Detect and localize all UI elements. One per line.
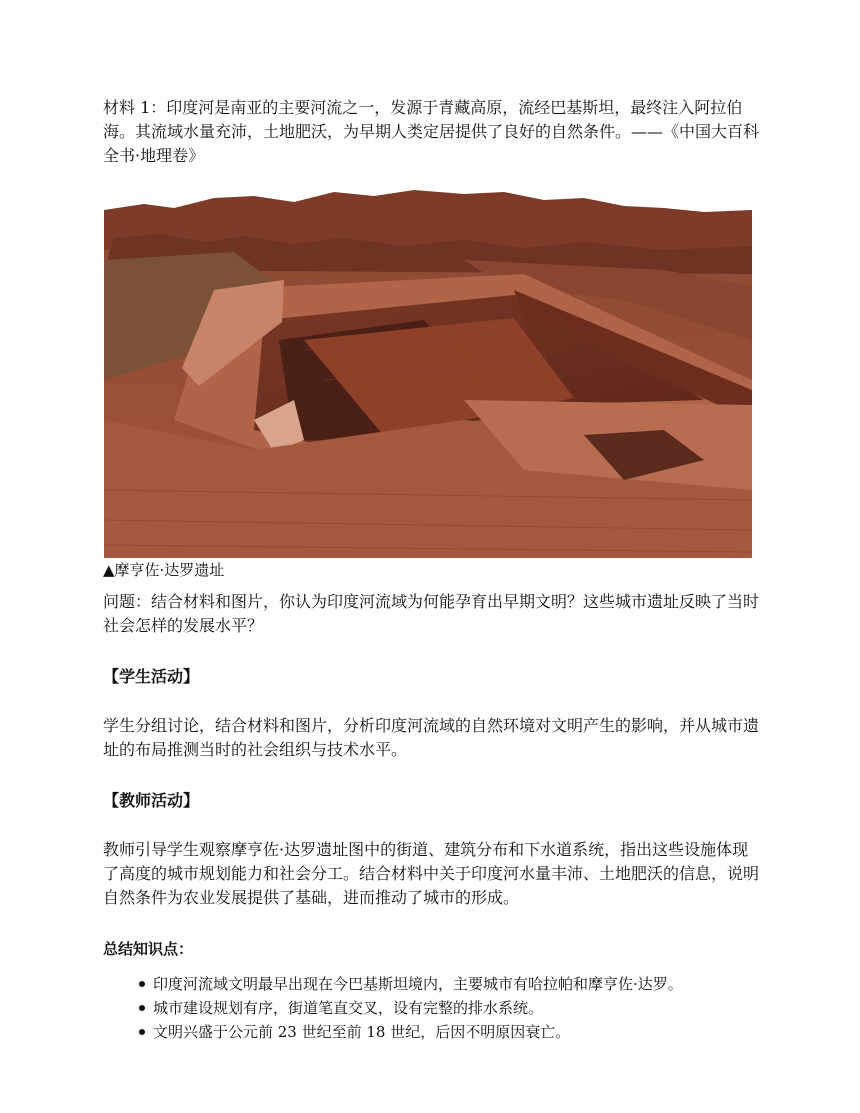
summary-item: 文明兴盛于公元前 23 世纪至前 18 世纪，后因不明原因衰亡。 (153, 1020, 763, 1044)
summary-title: 总结知识点： (103, 940, 194, 958)
mohenjo-daro-photo (104, 190, 752, 558)
student-activity-heading: 【学生活动】 (103, 667, 200, 686)
document-page (103, 96, 763, 1044)
teacher-activity-text: 教师引导学生观察摩亨佐·达罗遗址图中的街道、建筑分布和下水道系统，指出这些设施体现了高度的城市规划能力和社会分工。结合材料中关于印度河水量丰沛、土地肥沃的信息，说明自然条件为农业发展提供了基础，进而推动了城市的形成。 (103, 840, 760, 907)
summary-list (103, 972, 763, 1044)
material-1-text: 材料 1：印度河是南亚的主要河流之一，发源于青藏高原，流经巴基斯坦，最终注入阿拉伯海。其流域水量充沛，土地肥沃，为早期人类定居提供了良好的自然条件。——《中国大百科全书·地理卷》 (103, 98, 760, 165)
student-activity-text: 学生分组讨论，结合材料和图片，分析印度河流域的自然环境对文明产生的影响，并从城市遗址的布局推测当时的社会组织与技术水平。 (103, 716, 760, 759)
summary-item: 印度河流域文明最早出现在今巴基斯坦境内，主要城市有哈拉帕和摩亨佐·达罗。 (153, 972, 763, 996)
figure-caption: ▲摩亨佐·达罗遗址 (103, 561, 225, 579)
ruins-image (104, 190, 752, 558)
teacher-activity-heading: 【教师活动】 (103, 791, 200, 810)
question-text: 问题：结合材料和图片，你认为印度河流域为何能孕育出早期文明？这些城市遗址反映了当时社会怎样的发展水平？ (103, 592, 760, 635)
summary-item: 城市建设规划有序，街道笔直交叉，设有完整的排水系统。 (153, 996, 763, 1020)
